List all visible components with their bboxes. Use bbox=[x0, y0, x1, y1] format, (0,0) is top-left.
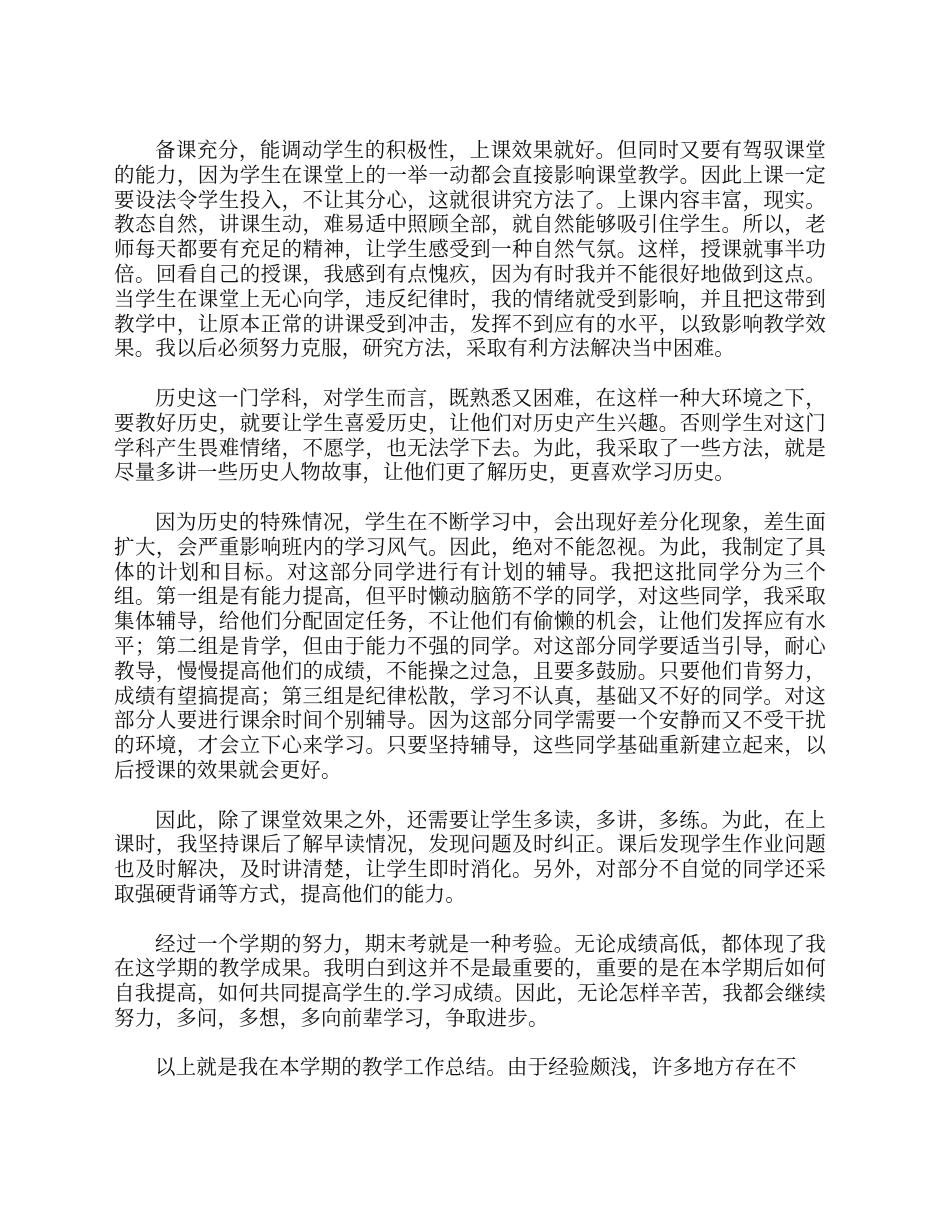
paragraph-student-groups: 因为历史的特殊情况，学生在不断学习中，会出现好差分化现象，差生面扩大，会严重影响班内的学习风气。因此，绝对不能忽视。为此，我制定了具体的计划和目标。对这部分同学进行有计划的辅导。我把这批同学分为三个组。第一组是有能力提高，但平时懒动脑筋不学的同学，对这些同学，我采取集体辅导，给他们分配固定任务，不让他们有偷懒的机会，让他们发挥应有水平；第二组是肯学，但由于能力不强的同学。对这部分同学要适当引导，耐心教导，慢慢提高他们的成绩，不能操之过急，且要多鼓励。只要他们肯努力，成绩有望搞提高；第三组是纪律松散，学习不认真，基础又不好的同学。对这部分人要进行课余时间个别辅导。因为这部分同学需要一个安静而又不受干扰的环境，才会立下心来学习。只要坚持辅导，这些同学基础重新建立起来，以后授课的效果就会更好。 bbox=[114, 509, 826, 782]
paragraph-semester-results: 经过一个学期的努力，期末考就是一种考验。无论成绩高低，都体现了我在这学期的教学成果。我明白到这并不是最重要的，重要的是在本学期后如何自我提高，如何共同提高学生的.学习成绩。因此，无论怎样辛苦，我都会继续努力，多问，多想，多向前辈学习，争取进步。 bbox=[114, 931, 826, 1030]
document-page bbox=[114, 138, 826, 1105]
paragraph-history-subject: 历史这一门学科，对学生而言，既熟悉又困难，在这样一种大环境之下，要教好历史，就要让学生喜爱历史，让他们对历史产生兴趣。否则学生对这门学科产生畏难情绪，不愿学，也无法学下去。为此，我采取了一些方法，就是尽量多讲一些历史人物故事，让他们更了解历史，更喜欢学习历史。 bbox=[114, 385, 826, 485]
paragraph-summary: 以上就是我在本学期的教学工作总结。由于经验颇浅，许多地方存在不 bbox=[155, 1055, 797, 1080]
paragraph-lesson-preparation: 备课充分，能调动学生的积极性，上课效果就好。但同时又要有驾驭课堂的能力，因为学生在课堂上的一举一动都会直接影响课堂教学。因此上课一定要设法令学生投入，不让其分心，这就很讲究方法了。上课内容丰富，现实。教态自然，讲课生动，难易适中照顾全部，就自然能够吸引住学生。所以，老师每天都要有充足的精神，让学生感受到一种自然气氛。这样，授课就事半功倍。回看自己的授课，我感到有点愧疚，因为有时我并不能很好地做到这点。当学生在课堂上无心向学，违反纪律时，我的情绪就受到影响，并且把这带到教学中，让原本正常的讲课受到冲击，发挥不到应有的水平，以致影响教学效果。我以后必须努力克服，研究方法，采取有利方法解决当中困难。 bbox=[114, 138, 826, 361]
paragraph-practice: 因此，除了课堂效果之外，还需要让学生多读，多讲，多练。为此，在上课时，我坚持课后了解早读情况，发现问题及时纠正。课后发现学生作业问题也及时解决，及时讲清楚，让学生即时消化。另外，对部分不自觉的同学还采取强硬背诵等方式，提高他们的能力。 bbox=[114, 807, 826, 906]
